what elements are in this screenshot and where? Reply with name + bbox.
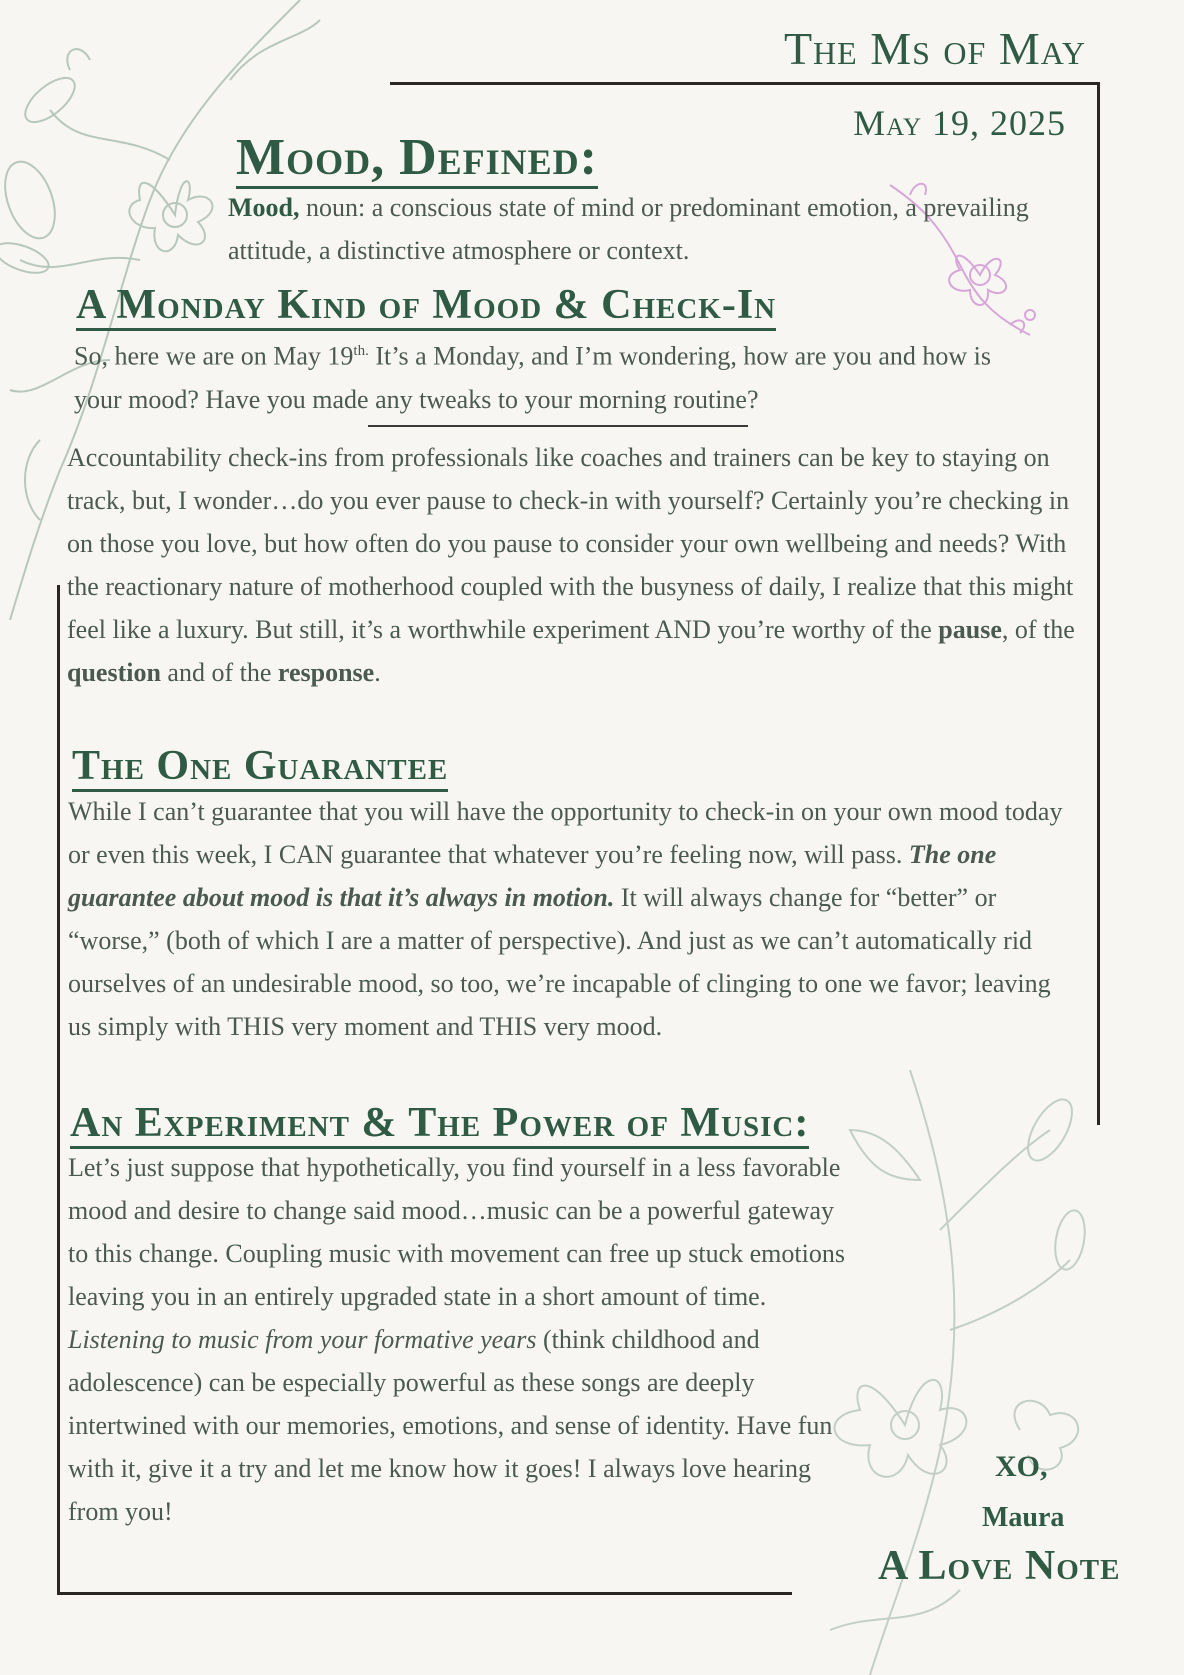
definition-term: Mood, bbox=[228, 193, 300, 222]
issue-date: May 19, 2025 bbox=[853, 103, 1066, 143]
paragraph-text: Accountability check-ins from professionals like coaches and trainers can be key to staying on track, but, I wonder…do you ever pause to check-in with yourself? Certainly you’re checking in on those you love, but how often do you pause to consider your own wellbeing and needs? With the reactionary nature of motherhood coupled with the busyness of daily, I realize that this might feel like a luxury. But still, it’s a worthwhile experiment AND you’re worthy of the bbox=[67, 443, 1074, 644]
paragraph-text: Let’s just suppose that hypothetically, you find yourself in a less favorable mood and desire to change said mood…music can be a powerful gateway to this change. Coupling music with movement can free up stuck emotions leaving you in an entirely upgraded state in a short amount of time. bbox=[68, 1153, 845, 1311]
guarantee-emphasis: The one guarantee about mood is that it’s always in motion. bbox=[68, 840, 997, 912]
mood-definition bbox=[228, 186, 1088, 272]
section-heading-experiment-music bbox=[70, 1102, 809, 1149]
frame-right-rule bbox=[1097, 82, 1100, 1125]
date-suffix: th. bbox=[353, 343, 369, 359]
paragraph-text: . bbox=[374, 658, 381, 687]
emphasis-question: question bbox=[67, 658, 161, 687]
monday-paragraph bbox=[74, 330, 1034, 421]
music-paragraph bbox=[68, 1146, 846, 1533]
section-heading-text: Mood, Defined: bbox=[236, 132, 598, 189]
frame-left-rule bbox=[57, 585, 60, 1595]
section-heading-one-guarantee bbox=[72, 745, 448, 792]
section-heading-mood-defined bbox=[236, 129, 598, 189]
section-heading-text: A Monday Kind of Mood & Check-In bbox=[76, 284, 776, 331]
frame-top-rule bbox=[390, 82, 1100, 85]
newsletter-title: The Ms of May bbox=[783, 23, 1086, 74]
paragraph-text: and of the bbox=[160, 658, 278, 687]
paragraph-text: (think childhood and adolescence) can be especially powerful as these songs are deeply intertwined with our memories, emotions, and sense of identity. Have fun with it, give it a try and let me know how it goes! I always love hearing from you! bbox=[68, 1325, 833, 1526]
section-heading-monday-mood bbox=[76, 284, 776, 331]
signoff-name: Maura bbox=[982, 1502, 1065, 1533]
paragraph-text: So, here we are on May 19 bbox=[74, 341, 354, 371]
emphasis-response: response bbox=[277, 658, 375, 687]
signoff-xo: XO, bbox=[995, 1450, 1048, 1483]
section-heading-text: The One Guarantee bbox=[72, 745, 448, 792]
accountability-paragraph bbox=[67, 436, 1077, 694]
section-heading-text: An Experiment & The Power of Music: bbox=[70, 1102, 809, 1149]
signoff-tagline: A Love Note bbox=[878, 1543, 1121, 1589]
formative-years-emphasis: Listening to music from your formative years bbox=[68, 1325, 537, 1354]
paragraph-text: , of the bbox=[1001, 615, 1075, 644]
paragraph-text: It will always change for “better” or “worse,” (both of which I are a matter of perspective). And just as we can’t automatically rid ourselves of an undesirable mood, so too, we’re incapable of clinging to one we favor; leaving us simply with THIS very moment and THIS very mood. bbox=[68, 883, 1051, 1041]
paragraph-text: It’s a Monday, and I’m wondering, how are you and how is your mood? Have you made any tweaks to your morning routine? bbox=[74, 341, 992, 414]
emphasis-pause: pause bbox=[938, 615, 1002, 644]
definition-text: noun: a conscious state of mind or predominant emotion, a prevailing attitude, a distinctive atmosphere or context. bbox=[228, 193, 1029, 265]
section-divider bbox=[368, 425, 748, 427]
paragraph-text: While I can’t guarantee that you will have the opportunity to check-in on your own mood today or even this week, I CAN guarantee that whatever you’re feeling now, will pass. bbox=[68, 797, 1063, 869]
frame-bottom-rule bbox=[57, 1592, 792, 1595]
guarantee-paragraph bbox=[68, 790, 1073, 1048]
